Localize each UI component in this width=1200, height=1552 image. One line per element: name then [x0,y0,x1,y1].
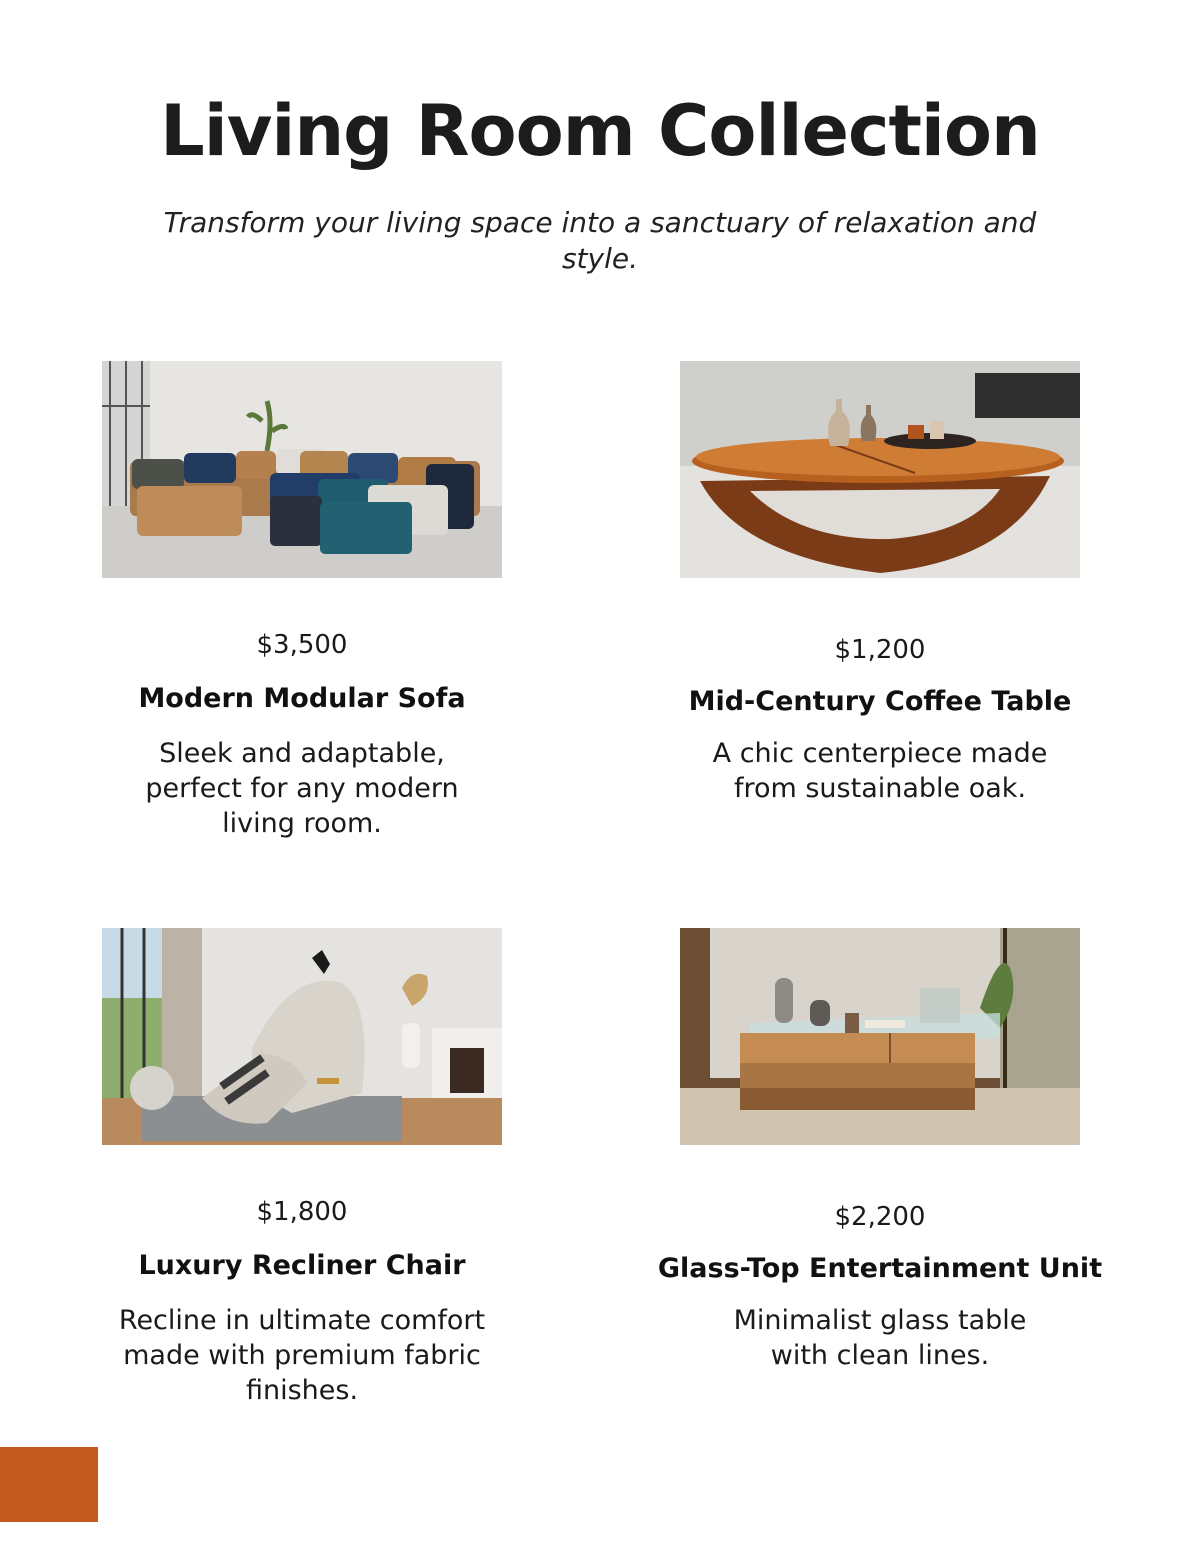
product-description: Recline in ultimate comfort made with premium fabric finishes. [118,1305,486,1406]
page-title: Living Room Collection [160,90,1040,172]
product-card-coffee-table[interactable] [640,361,1120,861]
product-card-modular-sofa[interactable] [62,361,542,861]
product-price: $3,500 [256,630,348,660]
product-price: $1,200 [834,635,926,665]
product-name[interactable]: Mid-Century Coffee Table [688,686,1072,717]
product-name[interactable]: Luxury Recliner Chair [138,1250,466,1281]
product-description: A chic centerpiece made from sustainable oak. [712,738,1048,804]
product-description: Minimalist glass table with clean lines. [733,1305,1027,1371]
coffee-table-photo [680,361,1080,578]
product-card-entertainment-unit[interactable] [640,928,1120,1428]
product-price: $1,800 [256,1197,348,1227]
recliner-chair-photo [102,928,502,1145]
modular-sofa-photo [102,361,502,578]
page-subtitle: Transform your living space into a sanctuary of relaxation and style. [163,206,1037,275]
entertainment-unit-photo [680,928,1080,1145]
accent-block [0,1447,98,1522]
product-price: $2,200 [834,1202,926,1232]
product-name[interactable]: Glass-Top Entertainment Unit [657,1253,1103,1284]
product-description: Sleek and adaptable, perfect for any modern living room. [145,738,459,839]
product-name[interactable]: Modern Modular Sofa [138,683,466,714]
product-card-recliner-chair[interactable] [62,928,542,1428]
